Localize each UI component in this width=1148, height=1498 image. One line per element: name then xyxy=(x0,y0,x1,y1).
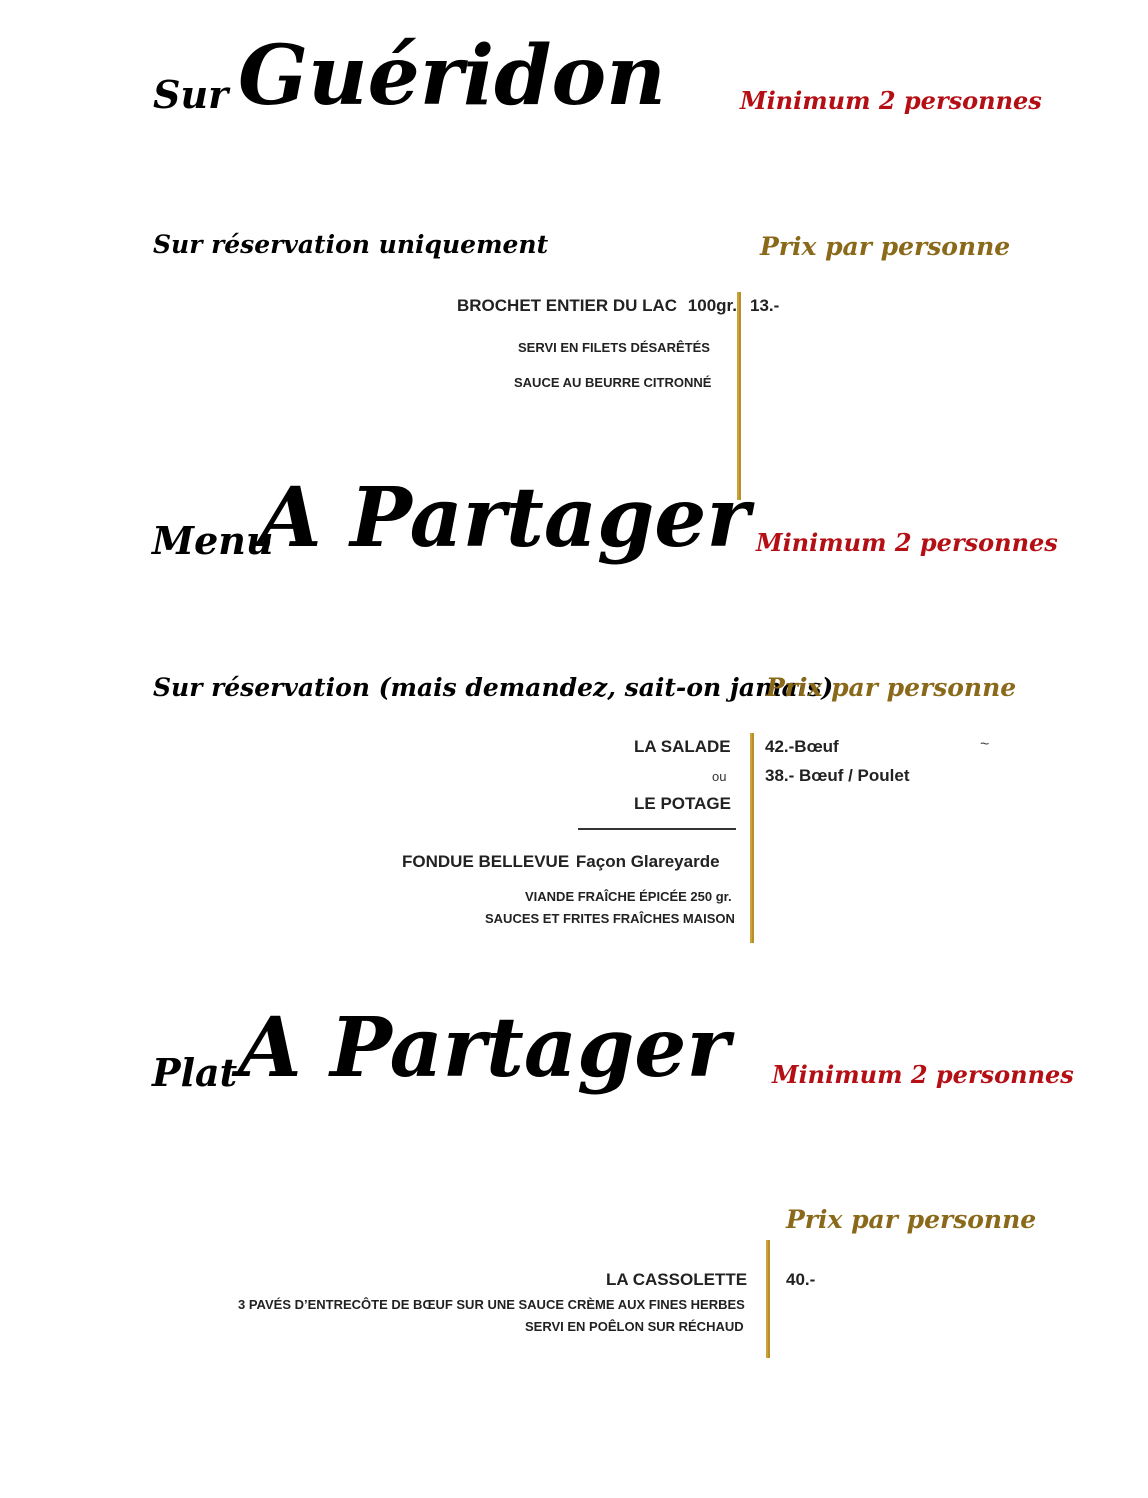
menu-price-boeuf: 42.-Bœuf xyxy=(765,737,839,756)
menu-starter-or: ou xyxy=(712,769,727,784)
gueridon-divider xyxy=(737,292,741,500)
gueridon-item-label: BROCHET ENTIER DU LAC xyxy=(457,296,678,315)
gueridon-item-price: 13.- xyxy=(750,296,780,315)
gueridon-title: Guéridon xyxy=(238,28,666,124)
plat-partager-divider xyxy=(766,1240,770,1358)
gueridon-item-desc2: SAUCE AU BEURRE CITRONNÉ xyxy=(514,375,712,390)
menu-main-style: Façon Glareyarde xyxy=(575,852,720,871)
menu-main-desc1: VIANDE FRAÎCHE ÉPICÉE 250 gr. xyxy=(525,889,732,904)
gueridon-minimum: Minimum 2 personnes xyxy=(740,86,1042,115)
gueridon-reservation-note: Sur réservation uniquement xyxy=(153,230,549,259)
plat-item-price: 40.- xyxy=(786,1270,816,1289)
menu-starter-salade: LA SALADE xyxy=(634,737,731,756)
plat-item-desc2: SERVI EN POÊLON SUR RÉCHAUD xyxy=(525,1319,744,1334)
gueridon-item-weight: 100gr. xyxy=(687,296,737,315)
menu-main-name: FONDUE BELLEVUE xyxy=(402,852,570,871)
menu-price-boeuf-poulet: 38.- Bœuf / Poulet xyxy=(765,766,910,785)
menu-main-desc2: SAUCES ET FRITES FRAÎCHES MAISON xyxy=(485,911,735,926)
gueridon-item-desc1: SERVI EN FILETS DÉSARÊTÉS xyxy=(518,340,710,355)
menu-main-fondue xyxy=(402,852,720,872)
menu-partager-prefix: Menu xyxy=(152,518,274,563)
plat-partager-prefix: Plat xyxy=(152,1050,238,1095)
menu-partager-price-header: Prix par personne xyxy=(766,673,1017,702)
menu-partager-divider xyxy=(750,733,754,943)
menu-price-tilde: ~ xyxy=(980,736,990,753)
menu-partager-reservation-note: Sur réservation (mais demandez, sait-on jamais) xyxy=(153,673,834,702)
plat-item-name: LA CASSOLETTE xyxy=(606,1270,748,1289)
gueridon-price-header: Prix par personne xyxy=(760,232,1011,261)
menu-starter-rule xyxy=(578,828,736,830)
gueridon-item-name xyxy=(457,296,737,316)
gueridon-prefix: Sur xyxy=(153,72,229,117)
plat-partager-price-header: Prix par personne xyxy=(786,1205,1037,1234)
menu-partager-minimum: Minimum 2 personnes xyxy=(756,528,1058,557)
plat-partager-title: A Partager xyxy=(238,1000,730,1096)
plat-item-desc1: 3 PAVÉS D’ENTRECÔTE DE BŒUF SUR UNE SAUCE CRÈME AUX FINES HERBES xyxy=(238,1297,745,1312)
menu-starter-potage: LE POTAGE xyxy=(634,794,731,813)
plat-partager-minimum: Minimum 2 personnes xyxy=(772,1060,1074,1089)
menu-partager-title: A Partager xyxy=(258,470,750,566)
